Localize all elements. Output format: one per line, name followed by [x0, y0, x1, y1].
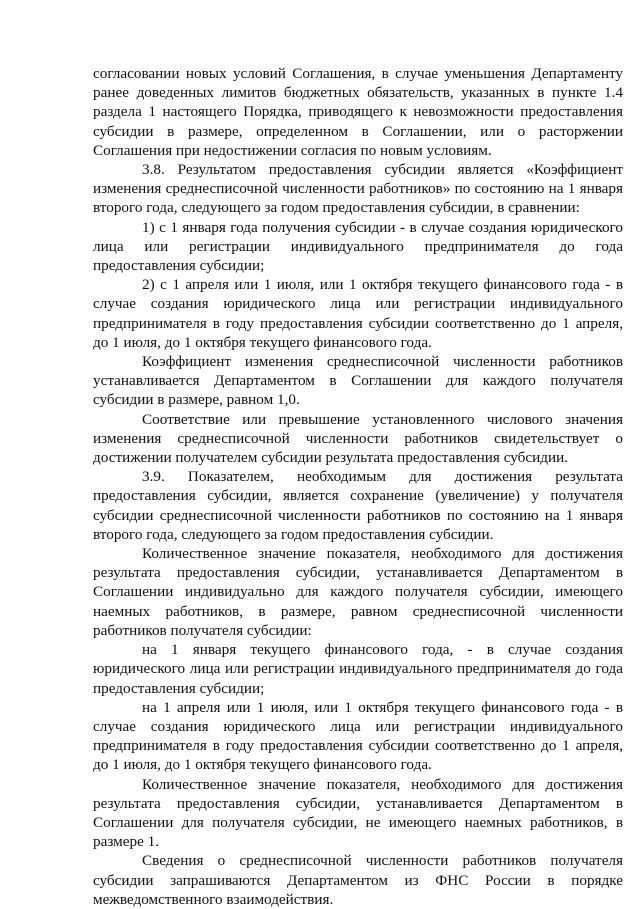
- paragraph-3-9: 3.9. Показателем, необходимым для достижения результата предоставления субсидии, является сохранение (увеличение) у получателя субсидии среднесписочной численности работников по состоянию на 1 января второго года, следующего за годом предоставления субсидии.: [93, 468, 623, 543]
- paragraph-item-2: 2) с 1 апреля или 1 июля, или 1 октября текущего финансового года - в случае создания юридического лица или регистрации индивидуального предпринимателя в году предоставления субсидии соответственно до 1 апреля, до 1 июля, до 1 октября текущего финансового года.: [93, 276, 623, 351]
- paragraph-january: на 1 января текущего финансового года, - в случае создания юридического лица или регистрации индивидуального предпринимателя до года предоставления субсидии;: [93, 641, 623, 697]
- paragraph-item-1: 1) с 1 января года получения субсидии - в случае создания юридического лица или регистрации индивидуального предпринимателя до года предоставления субсидии;: [93, 218, 623, 275]
- paragraph-coefficient: Коэффициент изменения среднесписочной численности работников устанавливается Департаментом в Соглашении для каждого получателя субсидии в размере, равном 1,0.: [93, 353, 623, 409]
- document-page: [93, 64, 623, 909]
- paragraph-fns-info: Сведения о среднесписочной численности работников получателя субсидии запрашиваются Департаментом из ФНС России в порядке межведомственного взаимодействия.: [93, 852, 623, 908]
- paragraph-continuation: согласовании новых условий Соглашения, в случае уменьшения Департаменту ранее доведенных лимитов бюджетных обязательств, указанных в пункте 1.4 раздела 1 настоящего Порядка, приводящего к невозможности предоставления субсидии в размере, определенном в Соглашении, или о расторжении Соглашения при недостижении согласия по новым условиям.: [93, 65, 623, 159]
- paragraph-quantitative-value: Количественное значение показателя, необходимого для достижения результата предоставления субсидии, устанавливается Департаментом в Соглашении индивидуально для каждого получателя субсидии, имеющего наемных работников, в размере, равном среднесписочной численности работников получателя субсидии:: [93, 545, 623, 639]
- paragraph-3-8: 3.8. Результатом предоставления субсидии является «Коэффициент изменения среднесписочной численности работников» по состоянию на 1 января второго года, следующего за годом предоставления субсидии, в сравнении:: [93, 161, 623, 217]
- paragraph-april-july-october: на 1 апреля или 1 июля, или 1 октября текущего финансового года - в случае создания юридического лица или регистрации индивидуального предпринимателя в году предоставления субсидии соответственно до 1 апреля, до 1 июля, до 1 октября текущего финансового года.: [93, 698, 623, 774]
- paragraph-no-employees: Количественное значение показателя, необходимого для достижения результата предоставления субсидии, устанавливается Департаментом в Соглашении для получателя субсидии, не имеющего наемных работников, в размере 1.: [93, 775, 623, 851]
- paragraph-compliance: Соответствие или превышение установленного числового значения изменения среднесписочной численности работников свидетельствует о достижении получателем субсидии результата предоставления субсидии.: [93, 410, 623, 467]
